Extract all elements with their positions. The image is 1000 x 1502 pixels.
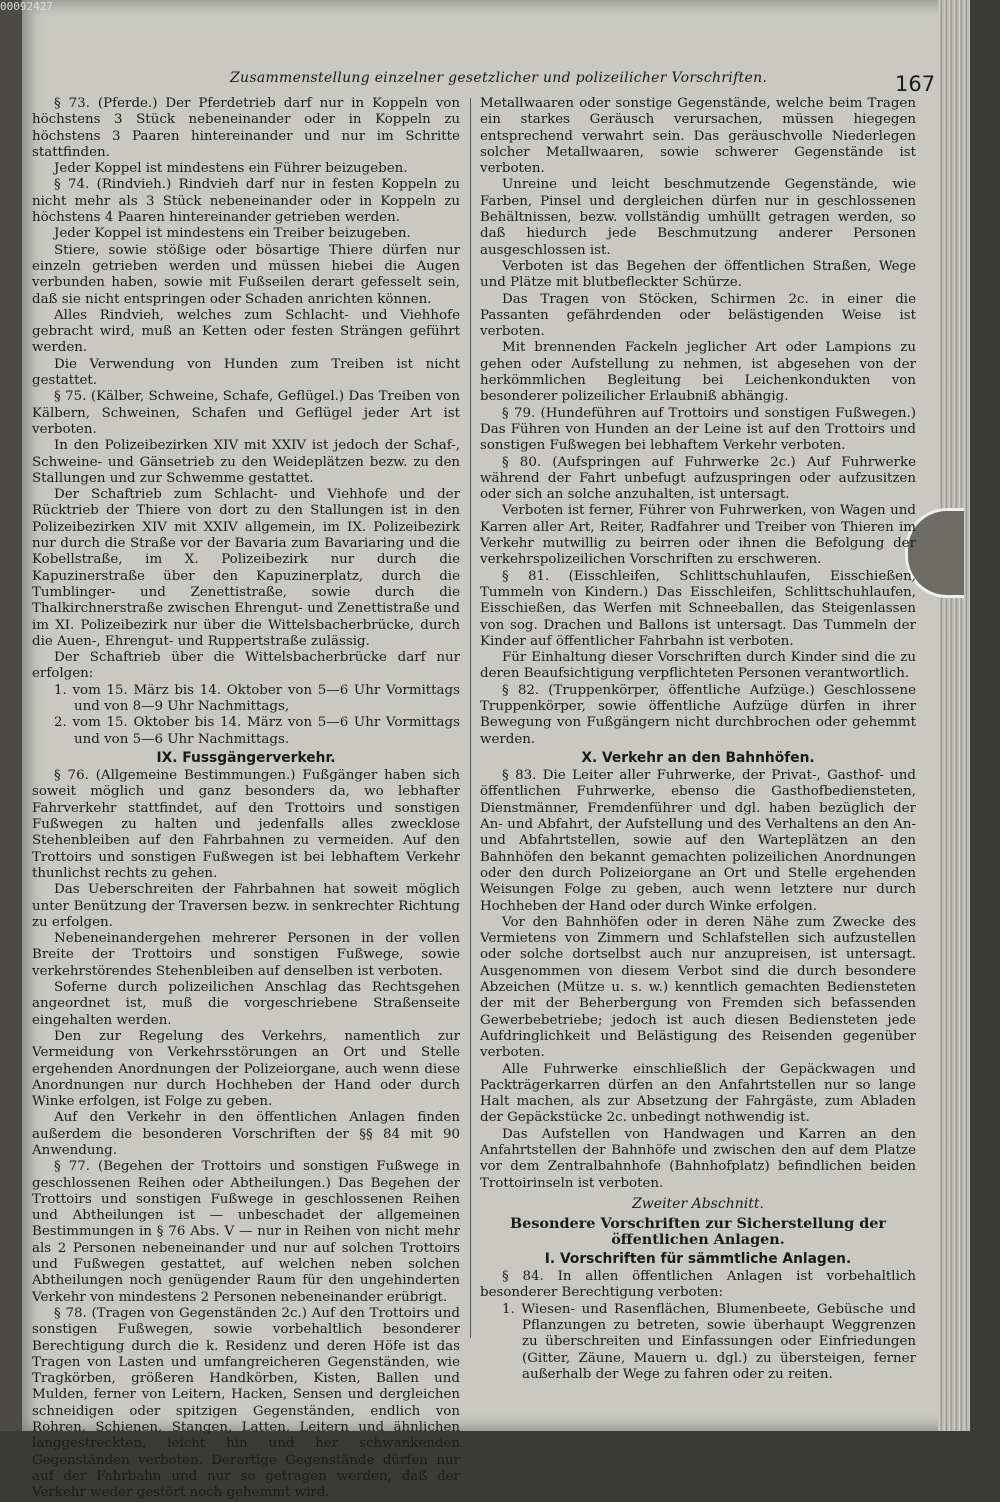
- paragraph-73b: Jeder Koppel ist mindestens ein Führer beizugeben.: [54, 161, 408, 177]
- section-heading-x: X. Verkehr an den Bahnhöfen.: [581, 749, 815, 766]
- paragraph-83b: Vor den Bahnhöfen oder in deren Nähe zum Zwecke des Vermietens von Zimmern und Schlafstellen sich aufzustellen oder solche dortselbst auch nur anzupreisen, ist untersagt. Ausgenommen von diesem Verbot sind die durch besondere Abzeichen (Mütze u. s. w.) kenntlich gemachten Bediensteten der mit der Beherbergung von Fremden sich befassenden Gewerbebetriebe; jedoch ist auch diesen Bediensteten jede Aufdringlichkeit und Belästigung des Reisenden gegenüber verboten.: [480, 914, 916, 1061]
- paragraph-78-cont: Metallwaaren oder sonstige Gegenstände, welche beim Tragen ein starkes Geräusch verursachen, müssen hiegegen entsprechend verwahrt sein. Das geräuschvolle Niederlegen solcher Metallwaaren, sowie schwerer Gegenstände ist verboten.: [480, 96, 916, 177]
- paragraph-74d: Alles Rindvieh, welches zum Schlacht- und Viehhofe gebracht wird, muß an Ketten oder festen Strängen geführt werden.: [32, 307, 460, 356]
- paragraph-76b: Das Ueberschreiten der Fahrbahnen hat soweit möglich unter Benützung der Traversen bezw. in senkrechter Richtung zu erfolgen.: [32, 882, 460, 930]
- paragraph-78c: Verboten ist das Begehen der öffentlichen Straßen, Wege und Plätze mit blutbefleckter Schürze.: [480, 258, 916, 291]
- paragraph-75d: Der Schaftrieb über die Wittelsbacherbrücke darf nur erfolgen:: [32, 650, 460, 682]
- paragraph-75b: In den Polizeibezirken XIV mit XXIV ist jedoch der Schaf-, Schweine- und Gänsetrieb zu den Weideplätzen bezw. zu den Stallungen und zur Schwemme gestattet.: [32, 438, 460, 486]
- paragraph-83d: Das Aufstellen von Handwagen und Karren an den Anfahrtstellen der Bahnhöfe und zwischen den auf dem Platze vor dem Zentralbahnhofe (Bahnhofplatz) befindlichen beiden Trottoirinseln ist verboten.: [480, 1126, 916, 1191]
- paragraph-76f: Auf den Verkehr in den öffentlichen Anlagen finden außerdem die besonderen Vorschriften der §§ 84 mit 90 Anwendung.: [32, 1110, 460, 1158]
- paragraph-80: § 80. (Aufspringen auf Fuhrwerke 2c.) Auf Fuhrwerke während der Fahrt unbefugt aufzuspringen oder aufzusitzen oder sich an solche anzuhalten, ist untersagt.: [480, 454, 916, 503]
- right-column: [480, 96, 916, 1383]
- column-divider: [470, 98, 471, 1338]
- list-item: 1. Wiesen- und Rasenflächen, Blumenbeete, Gebüsche und Pflanzungen zu betreten, sowie überhaupt Weggrenzen zu überschreiten und Einfassungen oder Einfriedungen (Gitter, Zäune, Mauern u. dgl.) zu übersteigen, ferner außerhalb der Wege zu fahren oder zu reiten.: [502, 1301, 916, 1382]
- chapter-title: Besondere Vorschriften zur Sicherstellung der öffentlichen Anlagen.: [510, 1215, 886, 1249]
- paragraph-74e: Die Verwendung von Hunden zum Treiben ist nicht gestattet.: [32, 356, 460, 389]
- paragraph-82: § 82. (Truppenkörper, öffentliche Aufzüge.) Geschlossene Truppenkörper, sowie öffentliche Aufzüge dürfen in ihrer Bewegung von Fußgängern nicht durchbrochen oder gehemmt werden.: [480, 682, 916, 747]
- paragraph-83c: Alle Fuhrwerke einschließlich der Gepäckwagen und Packträgerkarren dürfen an den Anfahrtstellen nur so lange Halt machen, als zur Absetzung der Fahrgäste, zum Abladen der Gepäckstücke 2c. unbedingt nothwendig ist.: [480, 1061, 916, 1126]
- paragraph-76: § 76. (Allgemeine Bestimmungen.) Fußgänger haben sich soweit möglich und ganz besonders da, wo lebhafter Fahrverkehr stattfindet, auf den Trottoirs und sonstigen Fußwegen zu halten und jedenfalls alles zwecklose Stehenbleiben auf den Fahrbahnen zu vermeiden. Auf den Trottoirs und sonstigen Fußwegen ist bei lebhaftem Verkehr thunlichst rechts zu gehen.: [32, 768, 460, 881]
- paragraph-76d: Soferne durch polizeilichen Anschlag das Rechtsgehen angeordnet ist, muß die vorgeschriebene Straßenseite eingehalten werden.: [32, 980, 460, 1028]
- paragraph-81b: Für Einhaltung dieser Vorschriften durch Kinder sind die zu deren Beaufsichtigung verpflichteten Personen verantwortlich.: [480, 650, 916, 682]
- catalog-number: 00092427: [0, 0, 53, 13]
- paragraph-74: § 74. (Rindvieh.) Rindvieh darf nur in festen Koppeln zu nicht mehr als 3 Stück nebeneinander oder in Koppeln zu höchstens 4 Paaren hintereinander getrieben werden.: [32, 177, 460, 226]
- paragraph-81: § 81. (Eisschleifen, Schlittschuhlaufen, Eisschießen, Tummeln von Kindern.) Das Eisschleifen, Schlittschuhlaufen, Eisschießen, das Werfen mit Schneeballen, das Steigenlassen von sog. Drachen und Ballons ist untersagt. Das Tummeln der Kinder auf öffentlicher Fahrbahn ist verboten.: [480, 568, 916, 649]
- running-header: Zusammenstellung einzelner gesetzlicher und polizeilicher Vorschriften.: [230, 70, 768, 86]
- paragraph-78d: Das Tragen von Stöcken, Schirmen 2c. in einer die Passanten gefährdenden oder belästigenden Weise ist verboten.: [480, 291, 916, 340]
- paragraph-73: § 73. (Pferde.) Der Pferdetrieb darf nur in Koppeln von höchstens 3 Stück nebeneinander oder in Koppeln zu höchstens 3 Paaren hintereinander und nur im Schritte stattfinden.: [32, 96, 460, 160]
- list-item: 2. vom 15. Oktober bis 14. März von 5—6 Uhr Vormittags und von 5—6 Uhr Nachmittags.: [54, 715, 460, 747]
- paragraph-79: § 79. (Hundeführen auf Trottoirs und sonstigen Fußwegen.) Das Führen von Hunden an der Leine ist auf den Trottoirs und sonstigen Fußwegen bei lebhaftem Verkehr verboten.: [480, 405, 916, 454]
- paragraph-75c: Der Schaftrieb zum Schlacht- und Viehhofe und der Rücktrieb der Thiere von dort zu den Stallungen ist in den Polizeibezirken XIV mit XXIV allgemein, im IX. Polizeibezirk nur durch die Straße vor der Bavaria zum Bavariaring und die Kobellstraße, im X. Polizeibezirk nur durch die Kapuzinerstraße über den Kapuzinerplatz, durch die Tumblinger- und Zenettistraße, sowie durch die Thalkirchnerstraße zwischen Ehrengut- und Zenettistraße und im XI. Polizeibezirk nur über die Wittelsbacherbrücke, durch die Auen-, Ehrengut- und Ruppertstraße zulässig.: [32, 487, 460, 649]
- paragraph-78b: Unreine und leicht beschmutzende Gegenstände, wie Farben, Pinsel und dergleichen dürfen nur in geschlossenen Behältnissen, bezw. vollständig umhüllt getragen werden, so daß hiedurch jede Beschmutzung anderer Personen ausgeschlossen ist.: [480, 177, 916, 258]
- paragraph-75: § 75. (Kälber, Schweine, Schafe, Geflügel.) Das Treiben von Kälbern, Schweinen, Schafen und Geflügel jeder Art ist verboten.: [32, 389, 460, 437]
- paragraph-78e: Mit brennenden Fackeln jeglicher Art oder Lampions zu gehen oder Aufstellung zu nehmen, ist abgesehen von der herkömmlichen Begleitung bei Leichenkondukten von besonderer polizeilicher Erlaubniß abhängig.: [480, 340, 916, 405]
- paragraph-78: § 78. (Tragen von Gegenständen 2c.) Auf den Trottoirs und sonstigen Fußwegen, sowie vorbehaltlich besonderer Berechtigung durch die k. Residenz und deren Höfe ist das Tragen von Lasten und umfangreicheren Gegenständen, wie Tragkörben, größeren Handkörben, Kisten, Ballen und Mulden, ferner von Leitern, Hacken, Sensen und dergleichen schneidigen oder spitzigen Gegenständen, endlich von Rohren, Schienen, Stangen, Latten, Leitern und ähnlichen langgestreckten, leicht hin und her schwankenden Gegenständen verboten. Derartige Gegenstände dürfen nur auf der Fahrbahn und nur so getragen werden, daß der Verkehr weder gestört noch gehemmt wird.: [32, 1305, 460, 1501]
- paragraph-76e: Den zur Regelung des Verkehrs, namentlich zur Vermeidung von Verkehrsstörungen an Ort und Stelle ergehenden Anordnungen der Polizeiorgane, auch wenn diese Anordnungen nur durch Hochheben der Hand oder durch Winke erfolgen, ist Folge zu geben.: [32, 1028, 460, 1110]
- list-item: 1. vom 15. März bis 14. Oktober von 5—6 Uhr Vormittags und von 8—9 Uhr Nachmittags,: [54, 682, 460, 714]
- schedule-list: [32, 683, 460, 748]
- paragraph-77: § 77. (Begehen der Trottoirs und sonstigen Fußwege in geschlossenen Reihen oder Abtheilungen.) Das Begehen der Trottoirs und sonstigen Fußwege in geschlossenen Reihen und Abtheilungen ist — unbeschadet der allgemeinen Bestimmungen in § 76 Abs. V — nur in Reihen von nicht mehr als 2 Personen nebeneinander und nur auf solchen Trottoirs und Fußwegen gestattet, auf welchen neben solchen Abtheilungen noch genügender Raum für den ungehinderten Verkehr von mindestens 2 Personen nebeneinander erübrigt.: [32, 1159, 460, 1305]
- left-column: [32, 96, 460, 1502]
- section-heading-i: I. Vorschriften für sämmtliche Anlagen.: [544, 1250, 852, 1267]
- paragraph-74c: Stiere, sowie stößige oder bösartige Thiere dürfen nur einzeln getrieben werden und müssen hiebei die Augen verbunden haben, sowie mit Fußseilen derart gefesselt sein, daß sie nicht entspringen oder Schaden anrichten können.: [32, 242, 460, 307]
- subsection-title: Zweiter Abschnitt.: [632, 1195, 764, 1212]
- page-number: 167: [895, 72, 936, 96]
- paragraph-84: § 84. In allen öffentlichen Anlagen ist vorbehaltlich besonderer Berechtigung verboten:: [480, 1269, 916, 1301]
- paragraph-83: § 83. Die Leiter aller Fuhrwerke, der Privat-, Gasthof- und öffentlichen Fuhrwerke, ebenso die Gasthofbediensteten, Dienstmänner, Fremdenführer und dgl. haben bezüglich der An- und Abfahrt, der Aufstellung und des Verhaltens an den An- und Abfahrtstellen, sowie auf den Warteplätzen an den Bahnhöfen den bekannt gemachten polizeilichen Anordnungen oder den durch Polizeiorgane an Ort und Stelle ergehenden Weisungen Folge zu geben, auch wenn letztere nur durch Hochheben der Hand oder durch Winke erfolgen.: [480, 768, 916, 914]
- prohibition-list: [480, 1302, 916, 1383]
- section-heading-ix: IX. Fussgängerverkehr.: [156, 749, 336, 766]
- paragraph-80b: Verboten ist ferner, Führer von Fuhrwerken, von Wagen und Karren aller Art, Reiter, Radfahrer und Treiber von Thieren im Verkehr mutwillig zu beirren oder ihnen die Befolgung der verkehrspolizeilichen Vorschriften zu erschweren.: [480, 503, 916, 568]
- paragraph-74b: Jeder Koppel ist mindestens ein Treiber beizugeben.: [54, 226, 411, 242]
- page-edges: [938, 0, 970, 1431]
- paragraph-76c: Nebeneinandergehen mehrerer Personen in der vollen Breite der Trottoirs und sonstigen Fußwege, sowie verkehrstörendes Stehenbleiben auf denselben ist verboten.: [32, 931, 460, 979]
